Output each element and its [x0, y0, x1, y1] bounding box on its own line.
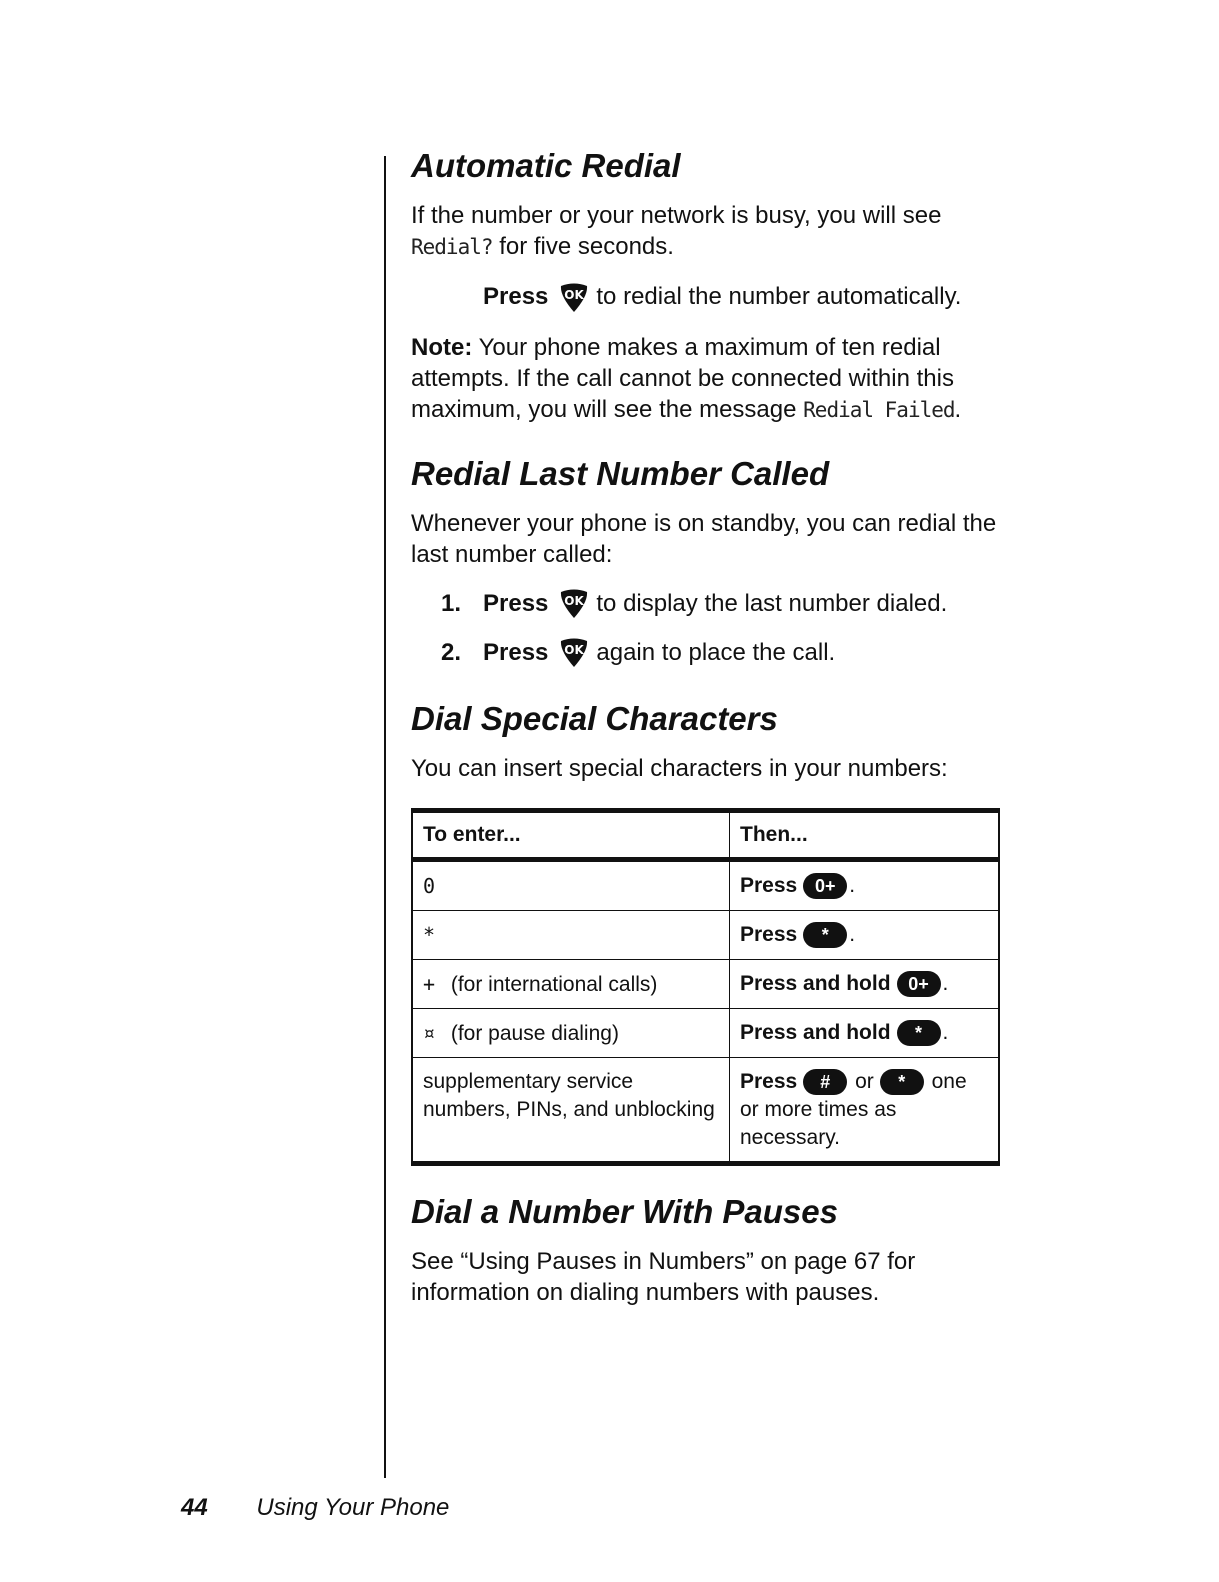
redial-last-intro: Whenever your phone is on standby, you can redial the last number called:: [411, 509, 997, 568]
auto-redial-text-a: If the number or your network is busy, you will see: [411, 202, 942, 229]
zero-plus-key-icon: 0+: [897, 971, 941, 997]
lcd-text-redial-failed: Redial Failed: [803, 397, 955, 422]
table-header-then: Then...: [730, 810, 1000, 859]
page-footer: [181, 1494, 449, 1522]
table-header-to-enter: To enter...: [412, 810, 730, 859]
note-paragraph: [411, 332, 1011, 426]
note-text: Your phone makes a maximum of ten redial attempts. If the call cannot be connected within this maximum, you will see the message: [411, 333, 954, 423]
special-characters-table: [411, 808, 1000, 1166]
step-1: [411, 588, 1011, 620]
action-label: Press: [740, 873, 798, 897]
page-number: 44: [181, 1494, 208, 1521]
section-title-automatic-redial: Automatic Redial: [411, 147, 681, 184]
enter-description: (for international calls): [450, 972, 658, 996]
pauses-paragraph: See “Using Pauses in Numbers” on page 67 for information on dialing numbers with pauses.: [411, 1247, 916, 1306]
table-cell-enter: [412, 1057, 730, 1163]
table-cell-then: [730, 859, 1000, 910]
auto-redial-instruction: [411, 281, 1011, 314]
action-end: .: [849, 922, 856, 946]
lcd-symbol: +: [423, 971, 436, 996]
press-label: Press: [483, 283, 549, 310]
enter-description: supplementary service numbers, PINs, and unblocking: [423, 1069, 715, 1121]
step-2: [411, 637, 1011, 669]
step-press-label: Press: [483, 590, 549, 618]
action-end: one or more times as necessary.: [740, 1069, 967, 1149]
action-end: .: [849, 873, 856, 897]
lcd-symbol: 0: [423, 873, 436, 898]
step-number: 1.: [441, 590, 462, 618]
action-label: Press: [740, 922, 798, 946]
table-row: [412, 959, 999, 1008]
section-title-pauses: Dial a Number With Pauses: [411, 1192, 838, 1230]
auto-redial-text-b: for five seconds.: [499, 233, 674, 260]
table-cell-enter: [412, 910, 730, 959]
chapter-title: Using Your Phone: [256, 1494, 450, 1521]
page-content: [411, 146, 1011, 1326]
lcd-text-redial: Redial?: [411, 235, 493, 259]
note-label: Note:: [411, 333, 473, 361]
step-number: 2.: [441, 639, 462, 667]
action-end: .: [942, 1020, 949, 1044]
margin-rule: [384, 156, 386, 1478]
action-end: .: [942, 971, 949, 995]
table-row: [412, 1008, 999, 1057]
table-cell-enter: [412, 959, 730, 1008]
ok-key-icon: [558, 588, 590, 620]
auto-redial-paragraph: [411, 200, 1011, 263]
hash-key-icon: #: [803, 1069, 847, 1095]
lcd-symbol: ¤: [423, 1020, 436, 1045]
star-key-icon: *: [897, 1020, 941, 1046]
table-cell-then: [730, 1057, 1000, 1163]
table-cell-then: [730, 910, 1000, 959]
svg-text:OK: OK: [564, 593, 585, 608]
svg-text:OK: OK: [564, 642, 585, 657]
table-row: [412, 1057, 999, 1163]
action-label: Press and hold: [740, 1020, 891, 1044]
step-text: to display the last number dialed.: [596, 590, 948, 618]
star-key-icon: *: [803, 922, 847, 948]
press-rest: to redial the number automatically.: [596, 283, 962, 310]
or-word: or: [855, 1069, 874, 1093]
special-chars-intro: You can insert special characters in your numbers:: [411, 754, 948, 782]
ok-key-icon: [558, 282, 590, 314]
action-label: Press and hold: [740, 971, 891, 995]
table-cell-then: [730, 959, 1000, 1008]
lcd-symbol: *: [423, 922, 436, 947]
section-title-redial-last: Redial Last Number Called: [411, 454, 830, 492]
enter-description: (for pause dialing): [450, 1021, 619, 1045]
svg-text:OK: OK: [564, 287, 585, 302]
star-key-icon: *: [880, 1069, 924, 1095]
note-end: .: [954, 395, 962, 423]
table-header-row: [412, 810, 999, 859]
action-label: Press: [740, 1069, 798, 1093]
table-row: [412, 859, 999, 910]
table-row: [412, 910, 999, 959]
section-title-special-characters: Dial Special Characters: [411, 699, 778, 737]
ok-key-icon: [558, 637, 590, 669]
zero-plus-key-icon: 0+: [803, 873, 847, 899]
table-cell-enter: [412, 1008, 730, 1057]
table-cell-then: [730, 1008, 1000, 1057]
step-press-label: Press: [483, 639, 549, 667]
step-text: again to place the call.: [596, 639, 836, 667]
table-cell-enter: [412, 859, 730, 910]
